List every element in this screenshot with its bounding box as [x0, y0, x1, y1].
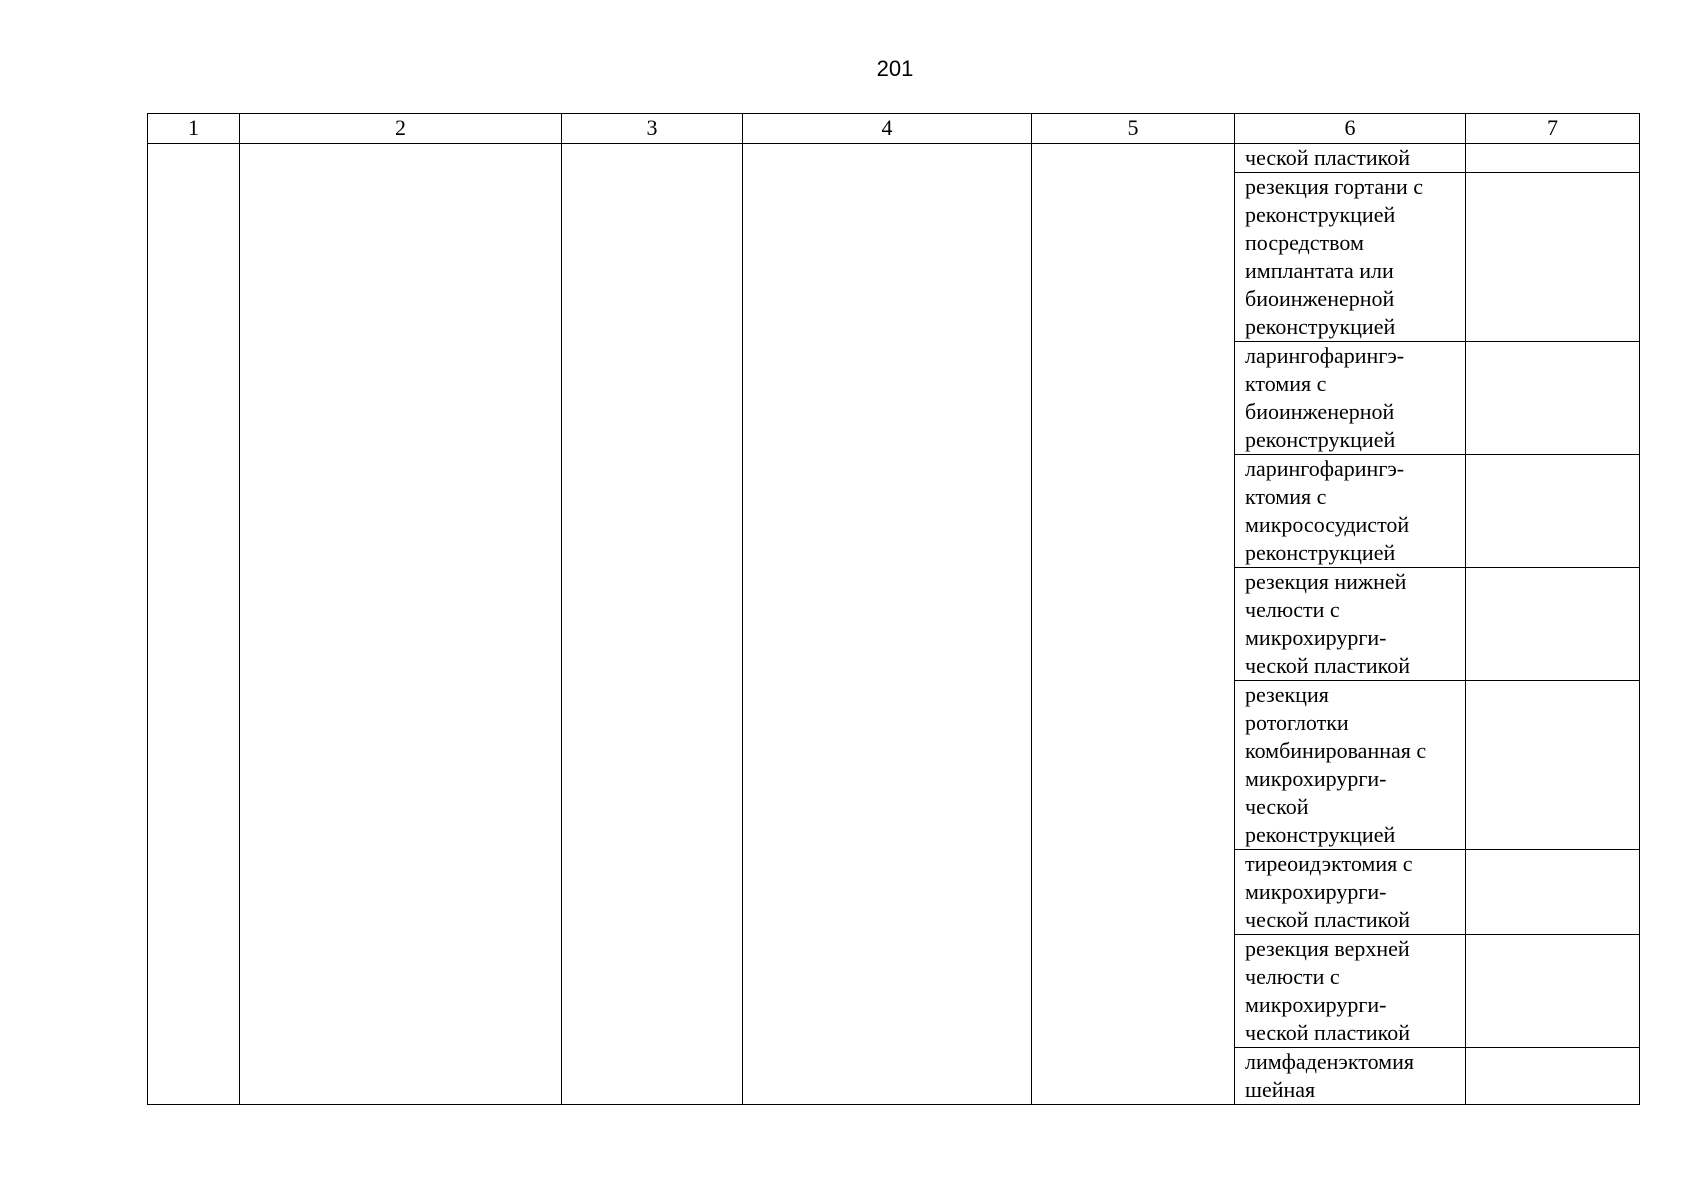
- empty-cell-col3: [562, 144, 743, 1105]
- procedure-cell: резекция ротоглотки комбинированная с микрохирурги- ческой реконструкцией: [1235, 681, 1466, 850]
- column-number-3: 3: [562, 114, 743, 144]
- value-cell: [1466, 173, 1640, 342]
- table-row: [148, 144, 1640, 173]
- value-cell: [1466, 681, 1640, 850]
- procedures-table: [147, 113, 1640, 1105]
- page-number: 201: [876, 56, 914, 81]
- procedure-cell: резекция гортани с реконструкцией посредством имплантата или биоинженерной реконструкцией: [1235, 173, 1466, 342]
- procedure-cell: ларингофарингэ- ктомия с биоинженерной реконструкцией: [1235, 342, 1466, 455]
- column-number-6: 6: [1235, 114, 1466, 144]
- procedure-cell: тиреоидэктомия с микрохирурги- ческой пластикой: [1235, 850, 1466, 935]
- value-cell: [1466, 935, 1640, 1048]
- empty-cell-col1: [148, 144, 240, 1105]
- procedure-cell: резекция верхней челюсти с микрохирурги- ческой пластикой: [1235, 935, 1466, 1048]
- value-cell: [1466, 568, 1640, 681]
- column-number-1: 1: [148, 114, 240, 144]
- procedure-cell: резекция нижней челюсти с микрохирурги- ческой пластикой: [1235, 568, 1466, 681]
- value-cell: [1466, 1048, 1640, 1105]
- empty-cell-col5: [1032, 144, 1235, 1105]
- value-cell: [1466, 144, 1640, 173]
- value-cell: [1466, 342, 1640, 455]
- table-header-row: [148, 114, 1640, 144]
- column-number-2: 2: [240, 114, 562, 144]
- procedure-cell: ческой пластикой: [1235, 144, 1466, 173]
- column-number-4: 4: [743, 114, 1032, 144]
- procedure-cell: лимфаденэктомия шейная: [1235, 1048, 1466, 1105]
- column-number-5: 5: [1032, 114, 1235, 144]
- empty-cell-col4: [743, 144, 1032, 1105]
- value-cell: [1466, 850, 1640, 935]
- value-cell: [1466, 455, 1640, 568]
- empty-cell-col2: [240, 144, 562, 1105]
- column-number-7: 7: [1466, 114, 1640, 144]
- procedure-cell: ларингофарингэ- ктомия с микрососудистой реконструкцией: [1235, 455, 1466, 568]
